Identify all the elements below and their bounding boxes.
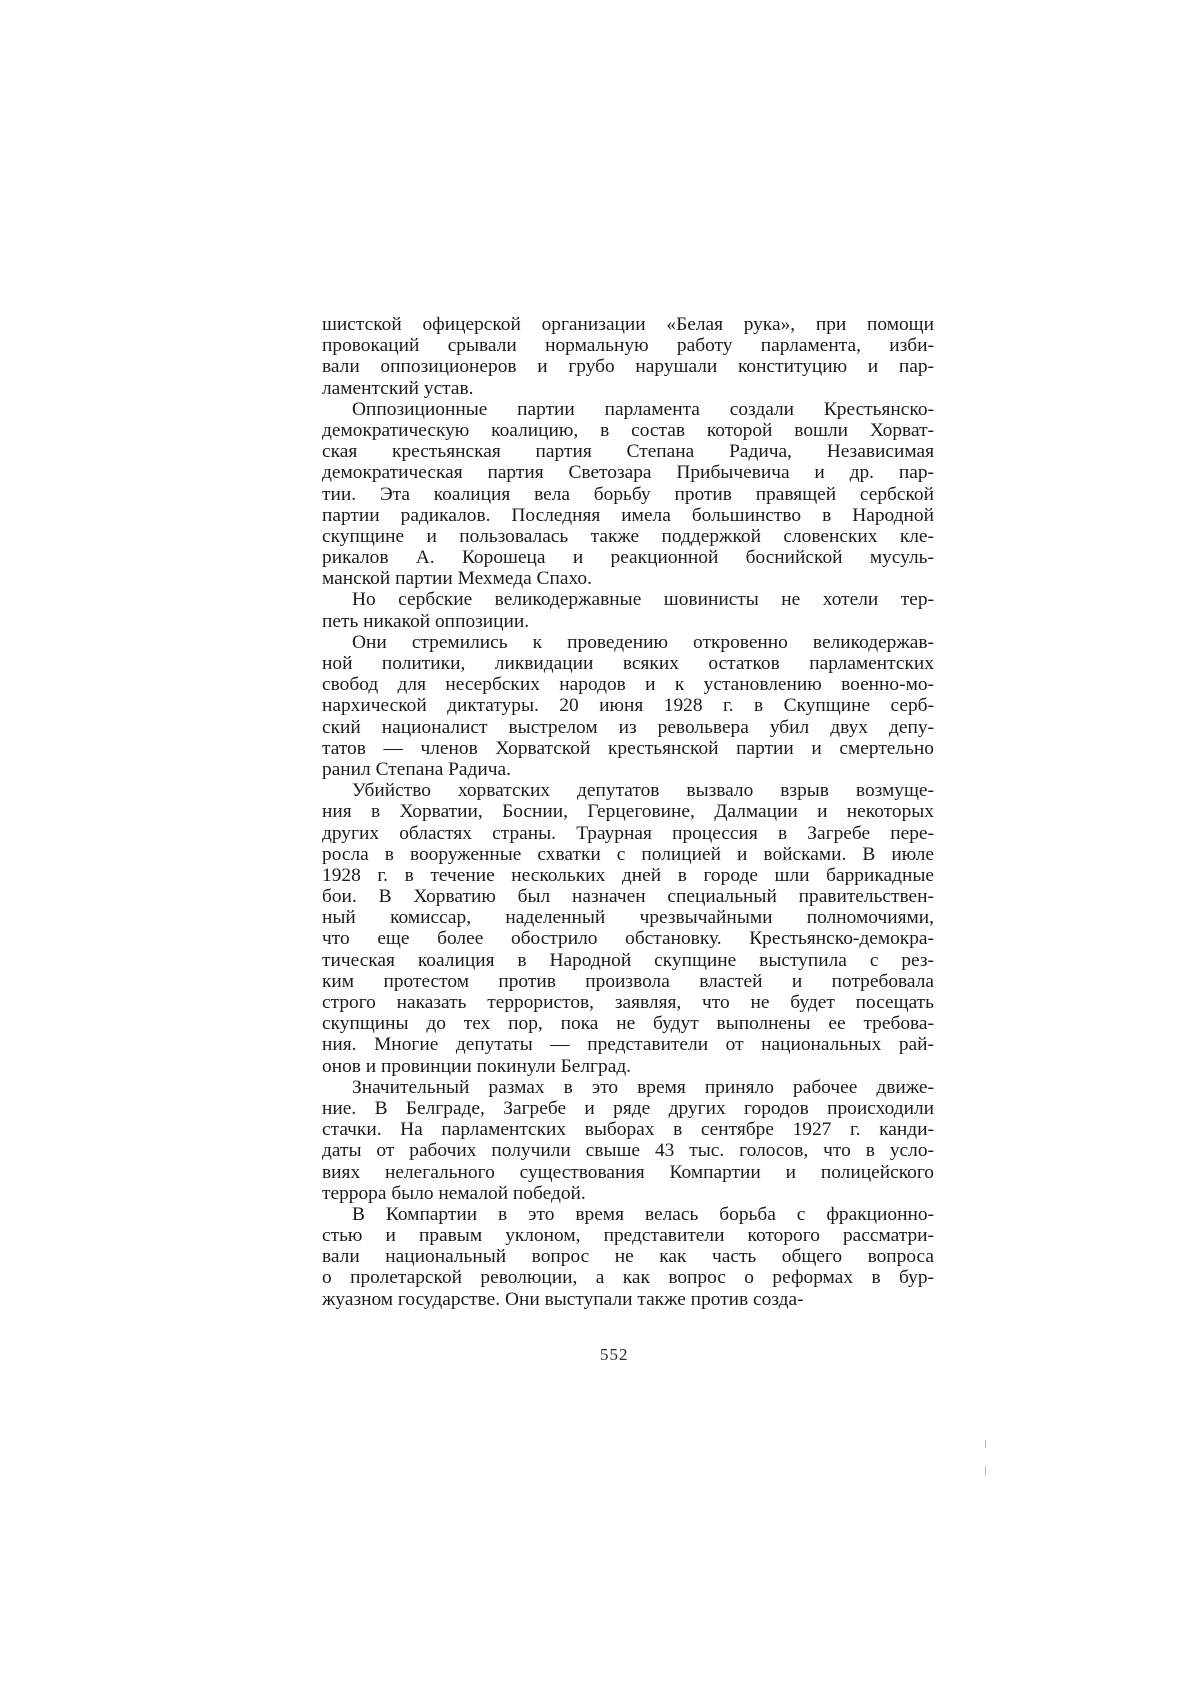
paragraph: [322, 1077, 934, 1204]
text-line: манской партии Мехмеда Спахо.: [322, 568, 592, 590]
text-line: строго наказать террористов, заявляя, что не будет посещать: [322, 992, 934, 1013]
text-line: ной политики, ликвидации всяких остатков парламентских: [322, 653, 934, 674]
text-line: тии. Эта коалиция вела борьбу против правящей сербской: [322, 483, 934, 505]
text-line: Но сербские великодержавные шовинисты не хотели тер-: [352, 589, 934, 611]
text-line: вали национальный вопрос не как часть общего вопроса: [322, 1246, 934, 1268]
text-line: 1928 г. в течение нескольких дней в городе шли баррикадные: [322, 864, 934, 886]
text-line: вали оппозиционеров и грубо нарушали конституцию и пар-: [322, 356, 934, 378]
text-line: Убийство хорватских депутатов вызвало взрыв возмуще-: [352, 780, 934, 802]
text-line: ранил Степана Радича.: [322, 758, 511, 780]
text-line: рикалов А. Корошеца и реакционной боснийской мусуль-: [322, 547, 934, 569]
text-line: виях нелегального существования Компартии и полицейского: [322, 1161, 934, 1183]
text-line: Значительный размах в это время приняло рабочее движе-: [352, 1076, 934, 1098]
text-line: террора было немалой победой.: [322, 1182, 586, 1204]
text-line: что еще более обострило обстановку. Крестьянско-демокра-: [322, 928, 934, 950]
body-text: [322, 314, 934, 1310]
text-line: ламентский устав.: [322, 377, 474, 399]
text-line: ская крестьянская партия Степана Радича, Независимая: [322, 441, 934, 463]
text-line: скупщине и пользовалась также поддержкой словенских кле-: [322, 525, 934, 547]
text-line: ким протестом против произвола властей и потребовала: [322, 970, 934, 992]
text-line: Они стремились к проведению откровенно великодержав-: [352, 631, 934, 653]
text-line: В Компартии в это время велась борьба с фракционно-: [352, 1203, 934, 1225]
text-line: скупщины до тех пор, пока не будут выполнены ее требова-: [322, 1013, 934, 1035]
text-line: бои. В Хорватию был назначен специальный правительствен-: [322, 886, 934, 908]
text-line: других областях страны. Траурная процессия в Загребе пере-: [322, 822, 934, 844]
text-line: ский националист выстрелом из револьвера убил двух депу-: [322, 716, 934, 738]
paragraph: [322, 314, 934, 399]
text-line: Оппозиционные партии парламента создали Крестьянско-: [352, 398, 934, 420]
paragraph: [322, 632, 934, 780]
text-line: росла в вооруженные схватки с полицией и войсками. В июле: [322, 843, 934, 865]
text-line: провокаций срывали нормальную работу парламента, изби-: [322, 335, 934, 357]
text-line: жуазном государстве. Они выступали также против созда-: [322, 1288, 804, 1310]
text-line: стачки. На парламентских выборах в сентябре 1927 г. канди-: [322, 1119, 934, 1141]
scan-speck: [985, 1466, 986, 1476]
text-line: петь никакой оппозиции.: [322, 610, 530, 632]
text-line: партии радикалов. Последняя имела большинство в Народной: [322, 504, 934, 526]
paragraph: [322, 399, 934, 590]
text-line: о пролетарской революции, а как вопрос о реформах в бур-: [322, 1267, 934, 1289]
text-line: ние. В Белграде, Загребе и ряде других городов происходили: [322, 1097, 934, 1119]
text-line: тическая коалиция в Народной скупщине выступила с рез-: [322, 949, 934, 971]
text-line: ния в Хорватии, Боснии, Герцеговине, Далмации и некоторых: [322, 801, 934, 823]
text-line: ния. Многие депутаты — представители от национальных рай-: [322, 1034, 934, 1056]
paragraph: [322, 1204, 934, 1310]
paragraph: [322, 589, 934, 631]
text-line: нархической диктатуры. 20 июня 1928 г. в Скупщине серб-: [322, 695, 934, 717]
paragraph: [322, 780, 934, 1077]
text-line: шистской офицерской организации «Белая рука», при помощи: [322, 314, 934, 335]
scan-speck: [985, 1440, 986, 1448]
text-line: ный комиссар, наделенный чрезвычайными полномочиями,: [322, 907, 934, 929]
text-line: свобод для несербских народов и к установлению военно-мо-: [322, 674, 934, 696]
page-number: 552: [600, 1345, 629, 1364]
text-line: татов — членов Хорватской крестьянской партии и смертельно: [322, 737, 934, 759]
text-line: даты от рабочих получили свыше 43 тыс. голосов, что в усло-: [322, 1140, 934, 1162]
text-line: демократическая партия Светозара Прибычевича и др. пар-: [322, 462, 934, 484]
text-line: онов и провинции покинули Белград.: [322, 1055, 632, 1077]
text-line: стью и правым уклоном, представители которого рассматри-: [322, 1225, 934, 1247]
text-line: демократическую коалицию, в состав которой вошли Хорват-: [322, 419, 934, 441]
